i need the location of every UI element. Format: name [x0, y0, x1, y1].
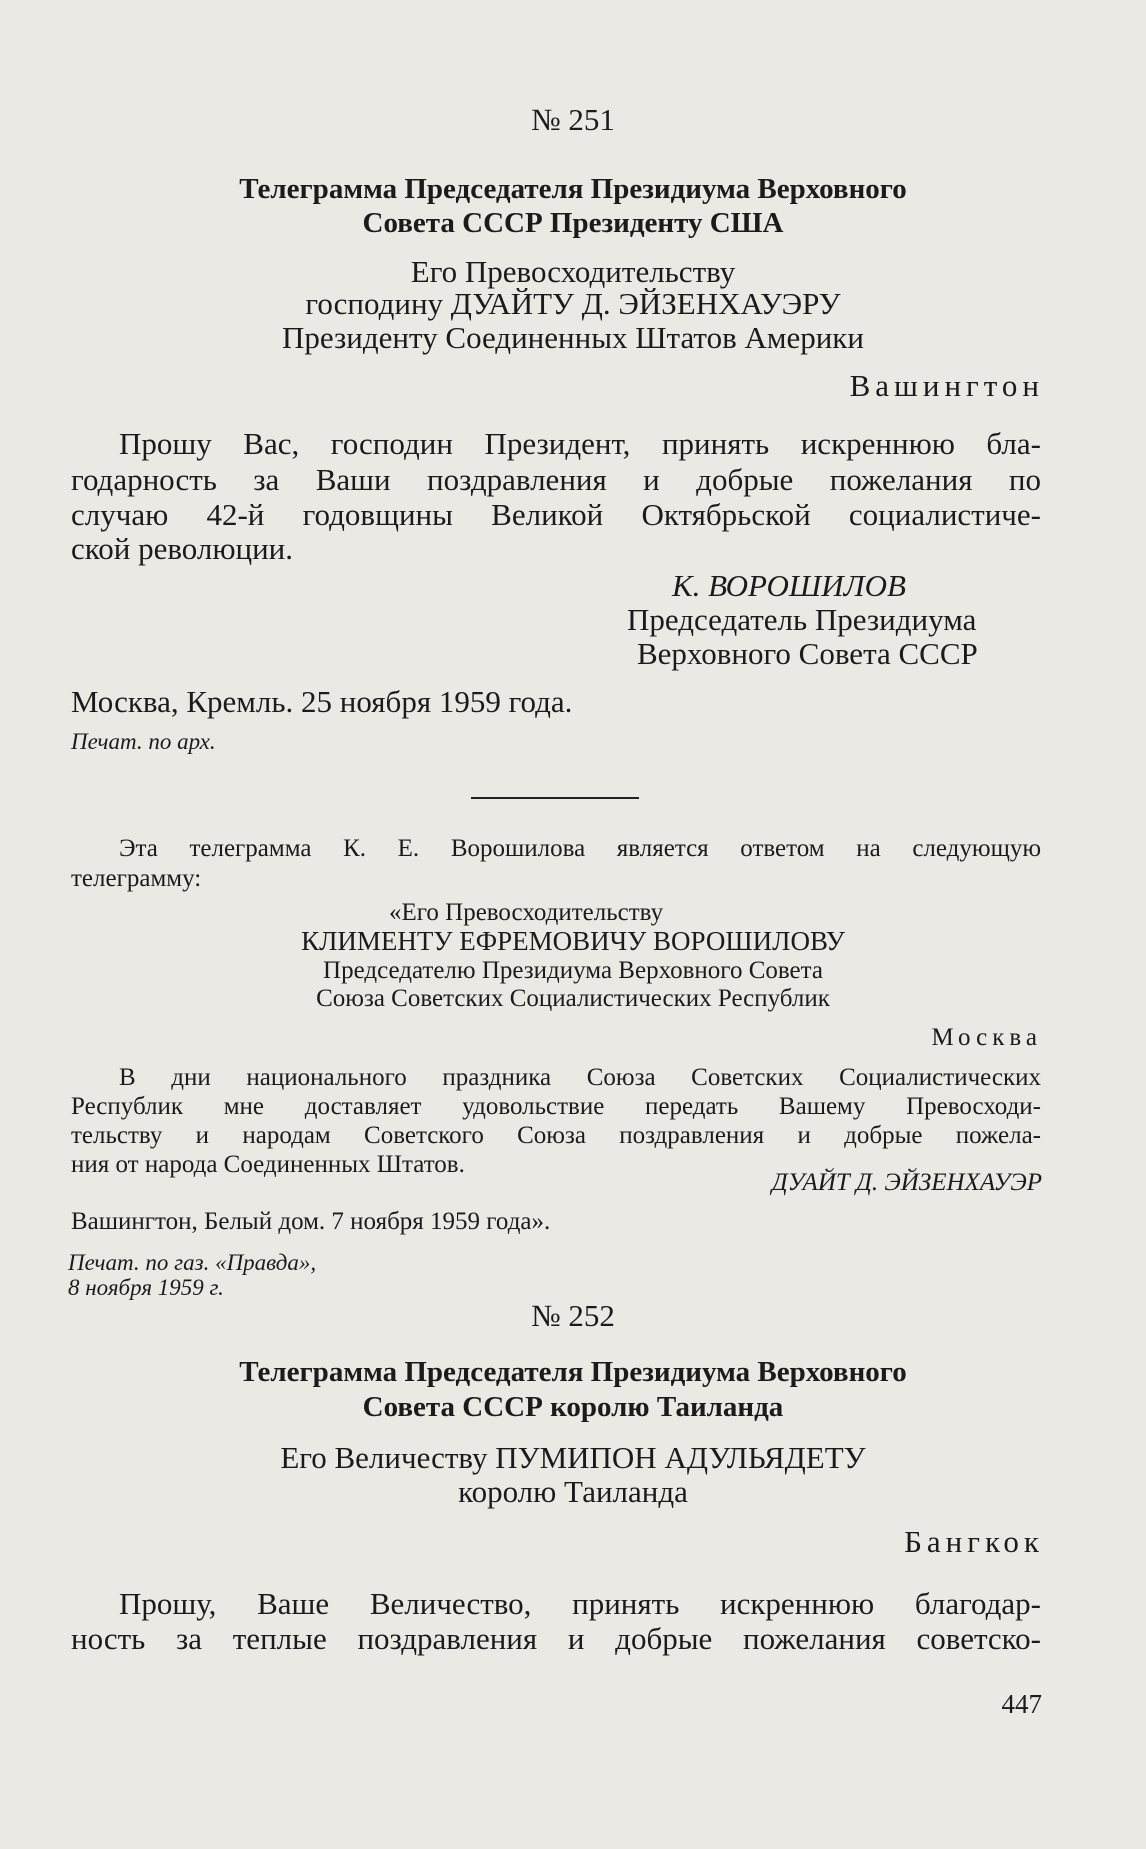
reply-source-line-1: Печат. по газ. «Правда», [68, 1250, 317, 1275]
reply-signature: ДУАЙТ Д. ЭЙЗЕНХАУЭР [771, 1169, 1042, 1196]
addressee-line-2: господину ДУАЙТУ Д. ЭЙЗЕНХАУЭРУ [305, 286, 841, 321]
reply-addressee-line-2: КЛИМЕНТУ ЕФРЕМОВИЧУ ВОРОШИЛОВУ [301, 926, 845, 956]
telegram-title-line-2: Совета СССР королю Таиланда [362, 1391, 784, 1423]
signature: К. ВОРОШИЛОВ [672, 568, 906, 603]
body-line: Прошу Вас, господин Президент, принять искреннюю бла- [119, 426, 1041, 461]
body-line: ность за теплые поздравления и добрые пожелания советско- [71, 1621, 1041, 1656]
reply-body-line: Республик мне доставляет удовольствие передать Вашему Превосходи- [71, 1093, 1041, 1120]
reply-addressee-line-4: Союза Советских Социалистических Республик [316, 985, 830, 1012]
addressee-line-3: Президенту Соединенных Штатов Америки [282, 320, 864, 355]
page-number: 447 [1001, 1689, 1042, 1719]
reply-addressee-line-3: Председателю Президиума Верховного Совета [323, 957, 823, 984]
body-line: ской революции. [71, 531, 294, 566]
telegram-title-line-1: Телеграмма Председателя Президиума Верховного [239, 1356, 907, 1388]
telegram-title-line-1: Телеграмма Председателя Президиума Верховного [239, 173, 907, 205]
signature-title-1: Председатель Президиума [627, 602, 977, 637]
reply-body-line: В дни национального праздника Союза Советских Социалистических [119, 1064, 1041, 1091]
body-line: Прошу, Ваше Величество, принять искреннюю благодар- [119, 1586, 1041, 1621]
intro-line: Эта телеграмма К. Е. Ворошилова является ответом на следующую [119, 835, 1041, 862]
telegram-title-line-2: Совета СССР Президенту США [362, 207, 784, 239]
section-divider [471, 797, 639, 799]
destination-city: Бангкок [904, 1524, 1044, 1559]
addressee-line-1: Его Величеству ПУМИПОН АДУЛЬЯДЕТУ [280, 1440, 866, 1475]
signature-title-2: Верховного Совета СССР [637, 636, 978, 671]
document-number-252: № 252 [531, 1298, 615, 1333]
place-and-date: Москва, Кремль. 25 ноября 1959 года. [71, 684, 573, 719]
body-line: случаю 42-й годовщины Великой Октябрьской социалистиче- [71, 497, 1041, 532]
reply-source-line-2: 8 ноября 1959 г. [68, 1275, 224, 1300]
reply-body-line: ния от народа Соединенных Штатов. [71, 1151, 465, 1178]
addressee-line-1: Его Превосходительству [410, 254, 736, 289]
reply-body-line: тельству и народам Советского Союза поздравления и добрые пожела- [71, 1122, 1041, 1149]
reply-place-and-date: Вашингтон, Белый дом. 7 ноября 1959 года». [71, 1208, 551, 1235]
intro-line: телеграмму: [71, 865, 202, 892]
addressee-line-2: королю Таиланда [458, 1474, 688, 1509]
reply-city: Москва [931, 1024, 1042, 1051]
source-note: Печат. по арх. [71, 729, 216, 754]
destination-city: Вашингтон [849, 368, 1044, 403]
reply-addressee-line-1: «Его Превосходительству [389, 899, 664, 926]
document-number-251: № 251 [531, 102, 615, 137]
body-line: годарность за Ваши поздравления и добрые пожелания по [71, 462, 1041, 497]
